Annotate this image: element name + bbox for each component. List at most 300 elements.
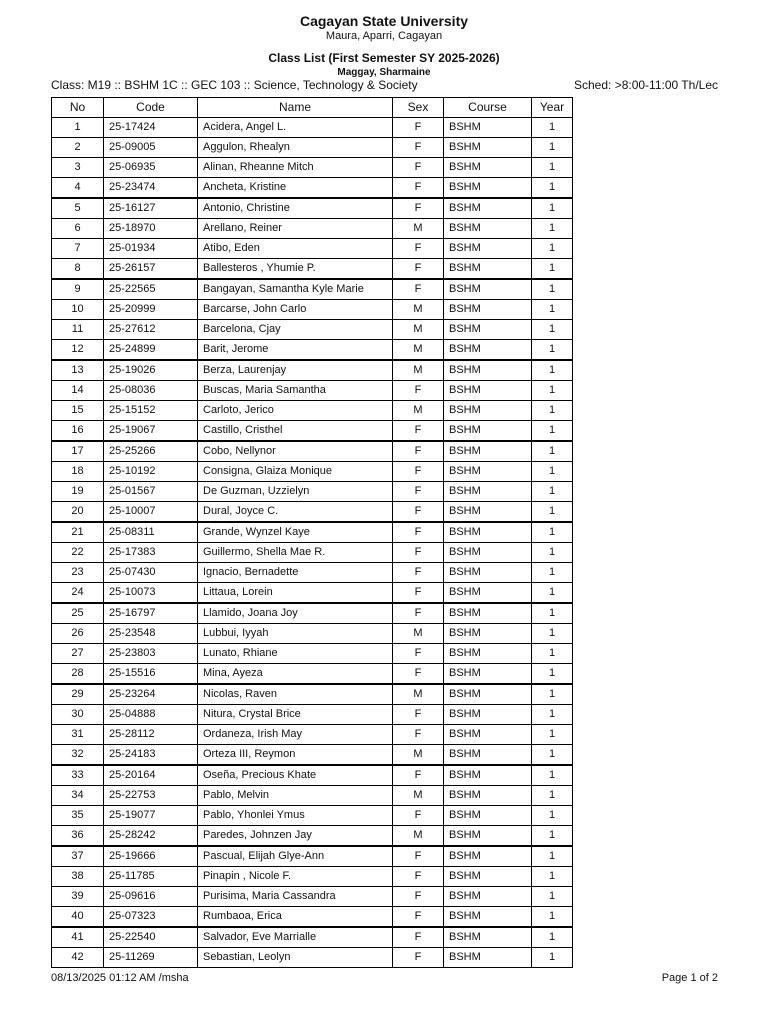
student-code: 25-19077 [104,806,198,826]
student-sex: M [393,340,444,361]
table-row [52,239,573,259]
table-row [52,421,573,442]
table-row [52,381,573,401]
student-code: 25-28242 [104,826,198,847]
table-row [52,907,573,928]
student-sex: F [393,644,444,664]
student-year: 1 [532,786,573,806]
student-name: Pablo, Yhonlei Ymus [198,806,393,826]
student-name: Castillo, Cristhel [198,421,393,442]
student-course: BSHM [444,725,532,745]
student-sex: F [393,158,444,178]
student-sex: F [393,543,444,563]
student-sex: M [393,745,444,766]
student-course: BSHM [444,462,532,482]
student-course: BSHM [444,826,532,847]
student-course: BSHM [444,421,532,442]
student-name: Ordaneza, Irish May [198,725,393,745]
student-code: 25-28112 [104,725,198,745]
student-code: 25-11785 [104,867,198,887]
table-row [52,198,573,219]
student-number: 13 [52,360,104,381]
student-year: 1 [532,664,573,685]
student-course: BSHM [444,563,532,583]
student-course: BSHM [444,118,532,138]
table-row [52,543,573,563]
student-name: Lubbui, Iyyah [198,624,393,644]
student-number: 31 [52,725,104,745]
student-year: 1 [532,624,573,644]
student-year: 1 [532,846,573,867]
student-name: Nicolas, Raven [198,684,393,705]
student-course: BSHM [444,320,532,340]
student-number: 33 [52,765,104,786]
student-sex: F [393,198,444,219]
student-sex: F [393,563,444,583]
student-number: 36 [52,826,104,847]
student-sex: M [393,826,444,847]
table-row [52,320,573,340]
student-number: 18 [52,462,104,482]
student-number: 42 [52,948,104,968]
column-header-name: Name [198,98,393,118]
student-name: Buscas, Maria Samantha [198,381,393,401]
student-sex: F [393,118,444,138]
student-sex: F [393,259,444,280]
student-name: Salvador, Eve Marrialle [198,927,393,948]
student-course: BSHM [444,279,532,300]
student-code: 25-10073 [104,583,198,604]
table-row [52,624,573,644]
student-name: Sebastian, Leolyn [198,948,393,968]
student-number: 41 [52,927,104,948]
student-sex: F [393,867,444,887]
student-year: 1 [532,279,573,300]
student-name: Atibo, Eden [198,239,393,259]
table-row [52,644,573,664]
student-name: Grande, Wynzel Kaye [198,522,393,543]
table-row [52,401,573,421]
student-year: 1 [532,684,573,705]
student-code: 25-15152 [104,401,198,421]
student-year: 1 [532,158,573,178]
student-sex: F [393,178,444,199]
student-name: Arellano, Reiner [198,219,393,239]
student-course: BSHM [444,259,532,280]
student-code: 25-11269 [104,948,198,968]
student-year: 1 [532,563,573,583]
student-number: 39 [52,887,104,907]
student-number: 9 [52,279,104,300]
student-name: Alinan, Rheanne Mitch [198,158,393,178]
column-header-year: Year [532,98,573,118]
student-sex: M [393,786,444,806]
student-year: 1 [532,219,573,239]
student-name: Ignacio, Bernadette [198,563,393,583]
student-number: 10 [52,300,104,320]
table-row [52,360,573,381]
student-course: BSHM [444,158,532,178]
student-course: BSHM [444,948,532,968]
table-row [52,279,573,300]
student-course: BSHM [444,381,532,401]
student-sex: F [393,705,444,725]
student-year: 1 [532,745,573,766]
column-header-course: Course [444,98,532,118]
student-course: BSHM [444,543,532,563]
student-name: Ancheta, Kristine [198,178,393,199]
student-sex: F [393,381,444,401]
student-name: Pablo, Melvin [198,786,393,806]
student-course: BSHM [444,705,532,725]
table-row [52,300,573,320]
student-number: 5 [52,198,104,219]
student-sex: F [393,765,444,786]
student-sex: F [393,462,444,482]
student-course: BSHM [444,178,532,199]
student-sex: M [393,624,444,644]
student-year: 1 [532,826,573,847]
student-sex: F [393,482,444,502]
student-number: 17 [52,441,104,462]
student-name: Rumbaoa, Erica [198,907,393,928]
student-course: BSHM [444,664,532,685]
student-number: 25 [52,603,104,624]
student-code: 25-24899 [104,340,198,361]
student-sex: F [393,806,444,826]
student-number: 12 [52,340,104,361]
student-name: Oseña, Precious Khate [198,765,393,786]
student-code: 25-19666 [104,846,198,867]
student-number: 20 [52,502,104,523]
student-course: BSHM [444,300,532,320]
student-sex: F [393,138,444,158]
table-row [52,259,573,280]
table-row [52,806,573,826]
student-sex: F [393,441,444,462]
table-row [52,887,573,907]
student-year: 1 [532,462,573,482]
schedule-info: Sched: >8:00-11:00 Th/Lec [574,78,718,92]
student-name: Mina, Ayeza [198,664,393,685]
table-row [52,138,573,158]
table-header-row [52,98,573,118]
student-year: 1 [532,401,573,421]
student-code: 25-19026 [104,360,198,381]
student-year: 1 [532,644,573,664]
student-sex: F [393,948,444,968]
student-number: 8 [52,259,104,280]
table-row [52,502,573,523]
student-name: Aggulon, Rhealyn [198,138,393,158]
student-year: 1 [532,765,573,786]
student-number: 26 [52,624,104,644]
student-number: 35 [52,806,104,826]
student-course: BSHM [444,401,532,421]
student-name: Dural, Joyce C. [198,502,393,523]
table-row [52,522,573,543]
table-row [52,563,573,583]
student-sex: F [393,846,444,867]
student-code: 25-18970 [104,219,198,239]
student-sex: F [393,522,444,543]
student-course: BSHM [444,522,532,543]
student-year: 1 [532,259,573,280]
student-course: BSHM [444,441,532,462]
instructor-name: Maggay, Sharmaine [337,67,431,78]
student-sex: M [393,320,444,340]
student-course: BSHM [444,887,532,907]
student-course: BSHM [444,867,532,887]
student-sex: F [393,583,444,604]
student-name: Lunato, Rhiane [198,644,393,664]
student-name: Pascual, Elijah Glye-Ann [198,846,393,867]
student-course: BSHM [444,684,532,705]
student-number: 11 [52,320,104,340]
student-course: BSHM [444,219,532,239]
student-sex: F [393,907,444,928]
student-number: 6 [52,219,104,239]
student-number: 24 [52,583,104,604]
student-code: 25-07430 [104,563,198,583]
student-sex: M [393,684,444,705]
student-sex: F [393,421,444,442]
student-code: 25-23548 [104,624,198,644]
student-number: 19 [52,482,104,502]
student-code: 25-09616 [104,887,198,907]
student-code: 25-20999 [104,300,198,320]
table-row [52,178,573,199]
student-name: Pinapin , Nicole F. [198,867,393,887]
student-sex: F [393,603,444,624]
student-code: 25-01934 [104,239,198,259]
student-sex: F [393,279,444,300]
table-row [52,826,573,847]
student-name: Ballesteros , Yhumie P. [198,259,393,280]
column-header-code: Code [104,98,198,118]
student-number: 2 [52,138,104,158]
student-course: BSHM [444,583,532,604]
student-code: 25-25266 [104,441,198,462]
student-number: 4 [52,178,104,199]
class-list-title: Class List (First Semester SY 2025-2026) [268,51,500,65]
student-code: 25-17424 [104,118,198,138]
student-code: 25-07323 [104,907,198,928]
table-row [52,603,573,624]
student-name: Barcarse, John Carlo [198,300,393,320]
student-course: BSHM [444,360,532,381]
student-year: 1 [532,320,573,340]
student-course: BSHM [444,745,532,766]
student-year: 1 [532,138,573,158]
table-row [52,583,573,604]
student-code: 25-10192 [104,462,198,482]
student-year: 1 [532,705,573,725]
student-name: Barcelona, Cjay [198,320,393,340]
student-name: Orteza III, Reymon [198,745,393,766]
student-course: BSHM [444,927,532,948]
student-number: 28 [52,664,104,685]
student-name: Purisima, Maria Cassandra [198,887,393,907]
student-year: 1 [532,482,573,502]
student-code: 25-22565 [104,279,198,300]
student-name: Llamido, Joana Joy [198,603,393,624]
student-number: 21 [52,522,104,543]
student-code: 25-22540 [104,927,198,948]
student-course: BSHM [444,786,532,806]
table-row [52,219,573,239]
student-number: 38 [52,867,104,887]
student-number: 3 [52,158,104,178]
student-course: BSHM [444,765,532,786]
table-row [52,846,573,867]
student-year: 1 [532,421,573,442]
student-year: 1 [532,239,573,259]
student-course: BSHM [444,340,532,361]
table-row [52,765,573,786]
student-number: 37 [52,846,104,867]
student-sex: M [393,401,444,421]
column-header-no: No [52,98,104,118]
student-number: 30 [52,705,104,725]
student-name: De Guzman, Uzzielyn [198,482,393,502]
student-year: 1 [532,927,573,948]
table-row [52,118,573,138]
student-year: 1 [532,725,573,745]
student-year: 1 [532,543,573,563]
table-row [52,705,573,725]
student-course: BSHM [444,138,532,158]
student-year: 1 [532,867,573,887]
university-address: Maura, Aparri, Cagayan [325,30,443,42]
student-roster-table [51,97,573,968]
student-code: 25-23264 [104,684,198,705]
student-year: 1 [532,198,573,219]
table-row [52,745,573,766]
student-name: Littaua, Lorein [198,583,393,604]
print-timestamp: 08/13/2025 01:12 AM /msha [51,972,189,984]
page-number: Page 1 of 2 [661,972,718,984]
student-year: 1 [532,887,573,907]
table-row [52,684,573,705]
university-name: Cagayan State University [299,13,469,29]
student-name: Bangayan, Samantha Kyle Marie [198,279,393,300]
student-sex: M [393,360,444,381]
student-number: 22 [52,543,104,563]
document-header [0,12,768,79]
student-year: 1 [532,583,573,604]
student-number: 16 [52,421,104,442]
table-body [52,118,573,968]
student-course: BSHM [444,624,532,644]
table-row [52,462,573,482]
student-code: 25-15516 [104,664,198,685]
student-code: 25-09005 [104,138,198,158]
student-year: 1 [532,340,573,361]
student-code: 25-19067 [104,421,198,442]
table-row [52,158,573,178]
student-year: 1 [532,806,573,826]
student-course: BSHM [444,482,532,502]
student-sex: F [393,502,444,523]
student-name: Antonio, Christine [198,198,393,219]
student-year: 1 [532,522,573,543]
student-code: 25-06935 [104,158,198,178]
student-code: 25-22753 [104,786,198,806]
table-row [52,867,573,887]
class-info: Class: M19 :: BSHM 1C :: GEC 103 :: Science, Technology & Society [51,78,418,92]
student-name: Carloto, Jerico [198,401,393,421]
student-number: 29 [52,684,104,705]
student-sex: F [393,927,444,948]
student-year: 1 [532,603,573,624]
student-name: Guillermo, Shella Mae R. [198,543,393,563]
table-row [52,482,573,502]
student-sex: F [393,664,444,685]
student-number: 15 [52,401,104,421]
student-number: 34 [52,786,104,806]
student-code: 25-01567 [104,482,198,502]
student-sex: M [393,219,444,239]
student-name: Acidera, Angel L. [198,118,393,138]
student-code: 25-08036 [104,381,198,401]
student-code: 25-26157 [104,259,198,280]
student-number: 1 [52,118,104,138]
student-course: BSHM [444,502,532,523]
student-code: 25-16127 [104,198,198,219]
student-course: BSHM [444,603,532,624]
student-year: 1 [532,907,573,928]
student-code: 25-20164 [104,765,198,786]
student-sex: M [393,300,444,320]
student-year: 1 [532,300,573,320]
student-sex: F [393,239,444,259]
student-course: BSHM [444,846,532,867]
student-code: 25-10007 [104,502,198,523]
student-course: BSHM [444,907,532,928]
student-year: 1 [532,178,573,199]
student-code: 25-24183 [104,745,198,766]
student-number: 40 [52,907,104,928]
student-code: 25-17383 [104,543,198,563]
student-course: BSHM [444,806,532,826]
student-year: 1 [532,948,573,968]
student-year: 1 [532,381,573,401]
student-course: BSHM [444,644,532,664]
student-number: 32 [52,745,104,766]
student-name: Barit, Jerome [198,340,393,361]
student-code: 25-23474 [104,178,198,199]
student-course: BSHM [444,198,532,219]
student-code: 25-08311 [104,522,198,543]
table-row [52,786,573,806]
student-number: 7 [52,239,104,259]
student-sex: F [393,725,444,745]
student-number: 23 [52,563,104,583]
student-name: Paredes, Johnzen Jay [198,826,393,847]
student-name: Cobo, Nellynor [198,441,393,462]
table-row [52,340,573,361]
student-year: 1 [532,441,573,462]
table-row [52,948,573,968]
student-code: 25-04888 [104,705,198,725]
student-number: 14 [52,381,104,401]
student-code: 25-16797 [104,603,198,624]
student-name: Consigna, Glaiza Monique [198,462,393,482]
column-header-sex: Sex [393,98,444,118]
student-name: Berza, Laurenjay [198,360,393,381]
table-row [52,664,573,685]
